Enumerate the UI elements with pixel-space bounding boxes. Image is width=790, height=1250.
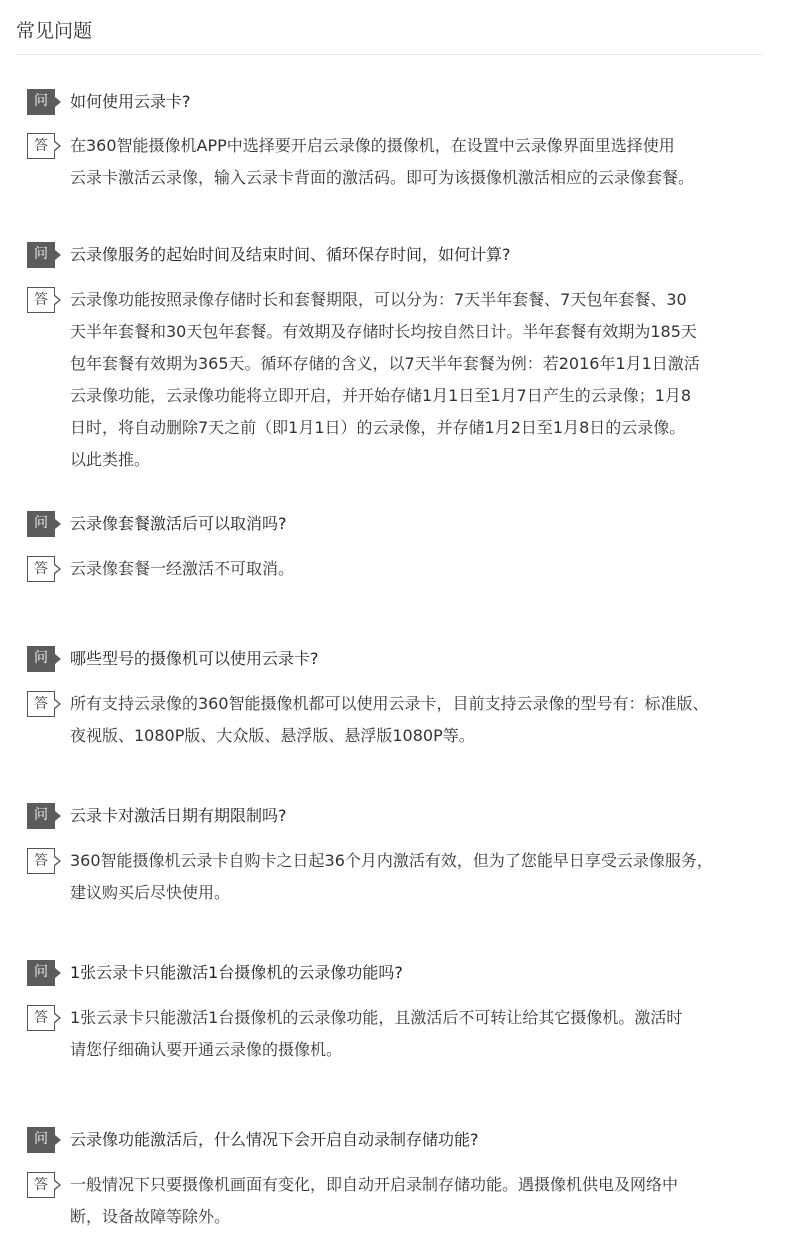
answer-badge: 答 [27,691,55,717]
answer-badge: 答 [27,133,55,159]
faq-answer-line: 夜视版、1080P版、大众版、悬浮版、悬浮版1080P等。 [70,726,475,745]
faq-question: 如何使用云录卡? [70,92,191,111]
faq-answer [70,130,776,194]
answer-badge: 答 [27,1172,55,1198]
question-badge: 问 [27,89,55,115]
faq-answer-line: 以此类推。 [70,450,151,469]
faq-answer-line: 云录卡激活云录像，输入云录卡背面的激活码。即可为该摄像机激活相应的云录像套餐。 [70,168,695,187]
faq-answer-line: 包年套餐有效期为365天。循环存储的含义，以7天半年套餐为例：若2016年1月1日激活 [70,354,700,373]
faq-answer-line: 日时，将自动删除7天之前（即1月1日）的云录像，并存储1月2日至1月8日的云录像。 [70,418,686,437]
answer-badge: 答 [27,556,55,582]
faq-answer-line: 断，设备故障等除外。 [70,1207,231,1226]
faq-answer-line: 云录像功能，云录像功能将立即开启，并开始存储1月1日至1月7日产生的云录像；1月8 [70,386,692,405]
faq-answer-line: 360智能摄像机云录卡自购卡之日起36个月内激活有效，但为了您能早日享受云录像服务， [70,851,713,870]
faq-question: 1张云录卡只能激活1台摄像机的云录像功能吗? [70,963,403,982]
faq-answer [70,1169,776,1233]
faq-answer-line: 一般情况下只要摄像机画面有变化，即自动开启录制存储功能。遇摄像机供电及网络中 [70,1175,679,1194]
faq-answer [70,1002,776,1066]
question-badge: 问 [27,511,55,537]
answer-badge: 答 [27,287,55,313]
faq-answer [70,845,776,909]
faq-answer [70,284,776,476]
faq-answer-line: 云录像功能按照录像存储时长和套餐期限，可以分为：7天半年套餐、7天包年套餐、30 [70,290,687,309]
faq-answer [70,553,776,585]
answer-badge: 答 [27,848,55,874]
page-header [16,18,762,55]
question-badge: 问 [27,960,55,986]
page-title: 常见问题 [16,20,93,42]
question-badge: 问 [27,646,55,672]
faq-answer-line: 在360智能摄像机APP中选择要开启云录像的摄像机，在设置中云录像界面里选择使用 [70,136,675,155]
faq-answer-line: 所有支持云录像的360智能摄像机都可以使用云录卡，目前支持云录像的型号有：标准版、 [70,694,709,713]
faq-answer-line: 1张云录卡只能激活1台摄像机的云录像功能，且激活后不可转让给其它摄像机。激活时 [70,1008,683,1027]
faq-answer-line: 天半年套餐和30天包年套餐。有效期及存储时长均按自然日计。半年套餐有效期为185天 [70,322,697,341]
faq-question: 云录卡对激活日期有期限制吗? [70,806,287,825]
faq-question: 哪些型号的摄像机可以使用云录卡? [70,649,319,668]
faq-question: 云录像套餐激活后可以取消吗? [70,514,287,533]
faq-answer-line: 请您仔细确认要开通云录像的摄像机。 [70,1040,343,1059]
question-badge: 问 [27,803,55,829]
faq-answer [70,688,776,752]
faq-answer-line: 建议购买后尽快使用。 [70,883,231,902]
faq-question: 云录像功能激活后，什么情况下会开启自动录制存储功能? [70,1130,479,1149]
answer-badge: 答 [27,1005,55,1031]
faq-answer-line: 云录像套餐一经激活不可取消。 [70,559,295,578]
question-badge: 问 [27,1127,55,1153]
question-badge: 问 [27,242,55,268]
faq-question: 云录像服务的起始时间及结束时间、循环保存时间，如何计算? [70,245,511,264]
